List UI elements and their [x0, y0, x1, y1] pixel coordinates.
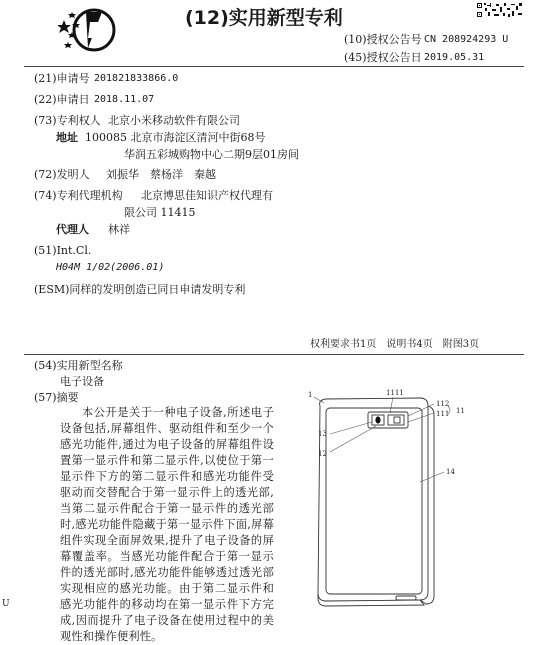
- pub-date-label: (45)授权公告日: [344, 51, 422, 64]
- section-rule: [24, 354, 524, 355]
- figure-label-14: 14: [446, 468, 455, 476]
- agency-line-2: 限公司 11415: [124, 206, 196, 219]
- address-label: 地址: [56, 131, 78, 144]
- patentee-label: (73)专利权人: [34, 114, 101, 127]
- agency-line-1: 北京博思佳知识产权代理有: [141, 189, 273, 202]
- pub-date: 2019.05.31: [424, 52, 485, 63]
- agency-label: (74)专利代理机构: [34, 189, 123, 202]
- figure-label-112: 112: [436, 400, 450, 408]
- title-label: (54)实用新型名称: [34, 359, 123, 372]
- address-line-1: 100085 北京市海淀区清河中街68号: [85, 131, 266, 144]
- patent-office-emblem-icon: [58, 4, 124, 56]
- int-cl: H04M 1/02(2006.01): [56, 262, 165, 273]
- inventor-label: (72)发明人: [34, 168, 90, 181]
- inventors: 刘振华 蔡杨洋 秦越: [106, 168, 216, 181]
- figure-label-111: 111: [436, 410, 450, 418]
- phone-body-outline: [318, 398, 428, 601]
- utility-model-title: 电子设备: [60, 375, 104, 388]
- figure-label-12: 12: [318, 450, 327, 458]
- figure-label-1111: 1111: [386, 389, 404, 397]
- pub-number: CN 208924293 U: [424, 34, 509, 45]
- page-summary: 权利要求书1页 说明书4页 附图3页: [310, 339, 480, 350]
- figure-label-11: 11: [456, 407, 465, 415]
- agent: 林祥: [108, 223, 130, 236]
- address-line-2: 华润五彩城购物中心二期9层01房间: [124, 148, 299, 161]
- app-no: 201821833866.0: [94, 73, 179, 84]
- filing-date: 2018.11.07: [94, 94, 155, 105]
- header-rule: [24, 66, 524, 67]
- figure-label-13: 13: [318, 430, 327, 438]
- phone-screen-outline: [326, 408, 422, 594]
- abstract-label: (57)摘要: [34, 391, 79, 404]
- app-no-label: (21)申请号: [34, 72, 90, 85]
- figure-label-1: 1: [308, 391, 313, 399]
- device-figure: [296, 386, 482, 612]
- int-cl-label: (51)Int.Cl.: [34, 244, 92, 257]
- pub-number-label: (10)授权公告号: [344, 33, 422, 46]
- qr-code-icon: [476, 2, 524, 18]
- side-mark: U: [2, 599, 10, 609]
- filing-date-label: (22)申请日: [34, 93, 90, 106]
- agent-label: 代理人: [56, 223, 89, 236]
- camera-lens-icon: [375, 416, 380, 423]
- patentee: 北京小米移动软件有限公司: [108, 114, 240, 127]
- document-type-title: (12)实用新型专利: [185, 7, 343, 29]
- abstract-text: 本公开是关于一种电子设备,所述电子设备包括,屏幕组件、驱动组件和至少一个感光功能件,通过为电子设备的屏幕组件设置第一显示件和第二显示件,以使位于第一显示件下方的第二显示件和感光功能件受驱动而交替配合于第一显示件上的透光部,当第二显示件配合于第一显示件的透光部时,感光功能件隐藏于第一显示件下面,屏幕组件实现全面屏效果,提升了电子设备的屏幕覆盖率。当感光功能件配合于第一显示件的透光部时,感光功能件能够透过透光部实现相应的感光功能。由于第二显示件和感光功能件的移动均在第一显示件下方完成,因而提升了电子设备在使用过程中的美观性和操作便利性。: [60, 406, 274, 643]
- esm-note: (ESM)同样的发明创造已同日申请发明专利: [34, 283, 246, 296]
